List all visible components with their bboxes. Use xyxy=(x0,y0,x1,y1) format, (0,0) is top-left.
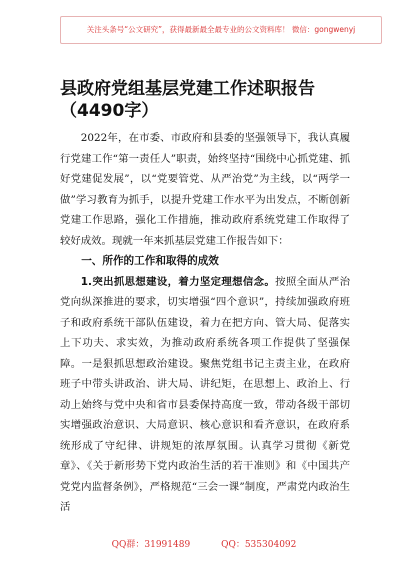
body-paragraph xyxy=(60,272,350,518)
footer xyxy=(0,537,408,553)
header-banner: 关注头条号“公文研究”，获得最新最全最专业的公文资料库！ 微信：gongwenyj xyxy=(60,16,382,44)
document-title: 县政府党组基层党建工作述职报告（4490字） xyxy=(60,79,315,121)
intro-paragraph: 2022年，在市委、市政府和县委的坚强领导下，我认真履行党建工作“第一责任人”职责，始终坚持“围绕中心抓党建、抓好党建促发展”，以“党要管党、从严治党”为主线，以“两学一做”学习教育为抓手，以提升党建工作水平为出发点，不断创新党建工作思路，强化工作措施，推动政府系统党建工作取得了较好成效。现就一年来抓基层党建工作报告如下： xyxy=(60,132,350,247)
body-text: 按照全面从严治党向纵深推进的要求，切实增强“四个意识”，持续加强政府班子和政府系统干部队伍建设，着力在把方向、管大局、促落实上下功夫、求实效，为推动政府系统各项工作提供了坚强保障。一是狠抓思想政治建设。聚焦党组书记主责主业，在政府班子中带头讲政治、讲大局、讲纪矩，在思想上、政治上、行动上始终与党中央和省市县委保持高度一致，带动各级干部切实增强政治意识、大局意识、核心意识和看齐意识，在政府系统形成了守纪律、讲规矩的浓厚氛围。认真学习贯彻《新党章》、《关于新形势下党内政治生活的若干准则》和《中国共产党党内监督条例》，严格规范“三会一课”制度，严肃党内政治生活 xyxy=(60,275,350,513)
footer-qq-group: QQ群：31991489 xyxy=(111,540,191,550)
section-heading: 一、所作的工作和取得的成效 xyxy=(81,255,219,267)
footer-qq: QQ：535304092 xyxy=(221,540,297,550)
document-body xyxy=(60,128,350,518)
subheading: 1.突出抓思想建设，着力坚定理想信念。 xyxy=(80,275,276,288)
